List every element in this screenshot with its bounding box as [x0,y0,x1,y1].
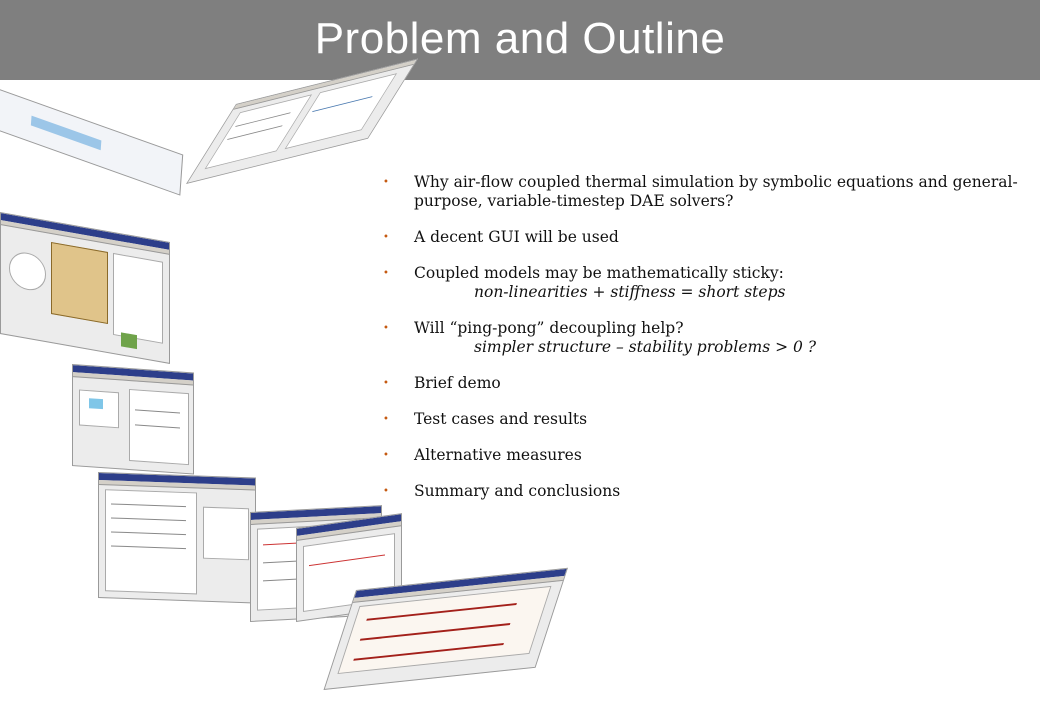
bullet-dot-icon: • [383,268,389,279]
bullet-text: Test cases and results [414,410,588,428]
bullet-dot-icon: • [383,414,389,425]
screenshot-thumbnail [0,86,183,195]
bullet-item [383,319,1023,357]
bullet-item [383,264,1023,302]
bullet-item [383,228,1023,247]
bullet-text: Summary and conclusions [414,482,621,500]
bullet-text: Why air-flow coupled thermal simulation by symbolic equations and general-purpose, variable-timestep DAE solvers? [414,173,1018,210]
bullet-text: Will “ping-pong” decoupling help? [414,319,684,337]
bullet-dot-icon: • [383,232,389,243]
bullet-dot-icon: • [383,177,389,188]
bullet-dot-icon: • [383,486,389,497]
bullet-item [383,173,1023,211]
slide-title: Problem and Outline [314,14,726,63]
bullet-text: Alternative measures [414,446,582,464]
title-bar [0,0,1040,80]
bullet-item [383,410,1023,429]
bullet-dot-icon: • [383,323,389,334]
bullet-text: Brief demo [414,374,501,392]
bullet-subtext: non-linearities + stiffness = short steps [474,283,786,301]
screenshot-thumbnail [98,472,256,604]
screenshot-thumbnail [0,212,170,364]
bullet-text: Coupled models may be mathematically sticky: [414,264,784,282]
bullet-item [383,482,1023,501]
bullet-text: A decent GUI will be used [414,228,619,246]
bullet-item [383,374,1023,393]
screenshot-thumbnail [112,380,192,460]
bullet-subtext: simpler structure – stability problems > 0 ? [474,338,817,356]
bullet-list [383,173,1023,518]
bullet-dot-icon: • [383,450,389,461]
bullet-item [383,446,1023,465]
bullet-dot-icon: • [383,378,389,389]
